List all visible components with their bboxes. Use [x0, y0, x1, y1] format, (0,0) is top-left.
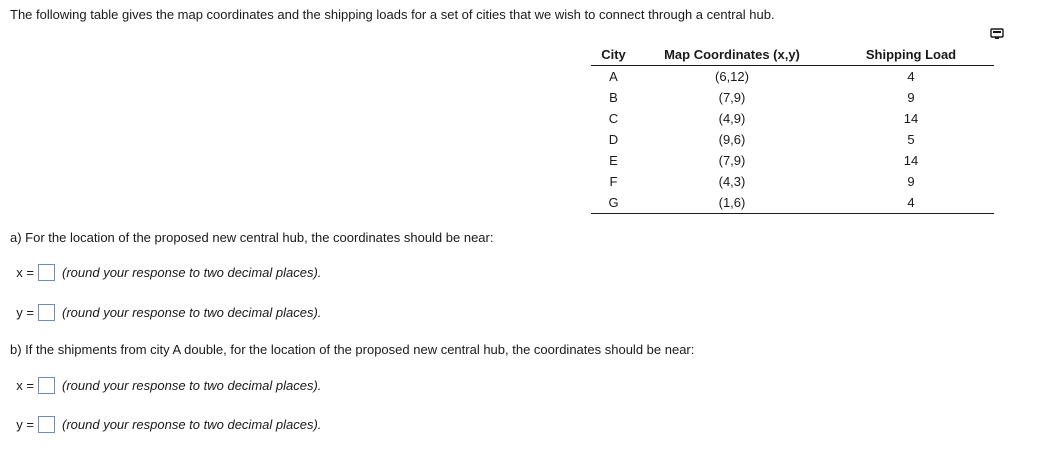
table-row: [591, 150, 994, 171]
part-b-y-label: y =: [16, 416, 34, 432]
part-a-question: a) For the location of the proposed new central hub, the coordinates should be near:: [10, 230, 494, 245]
table-row: [591, 192, 994, 214]
coordinates-cell: (1,6): [636, 192, 828, 214]
copy-icon[interactable]: [990, 28, 1004, 40]
city-cell: D: [608, 132, 619, 147]
part-a-x-hint: (round your response to two decimal places).: [62, 264, 322, 280]
coordinates-cell: (7,9): [718, 90, 746, 105]
table-row: [591, 171, 994, 192]
part-b-x-input[interactable]: [38, 377, 55, 394]
part-b-question: b) If the shipments from city A double, for the location of the proposed new central hub, the coordinates should be near:: [10, 342, 695, 357]
coordinates-cell: (9,6): [718, 132, 746, 147]
part-b-y-input[interactable]: [38, 416, 55, 433]
load-cell: 14: [903, 153, 919, 168]
header-shipping-load: Shipping Load: [828, 44, 994, 66]
part-b-y-hint: (round your response to two decimal places).: [62, 416, 322, 432]
coordinates-cell: (7,9): [718, 153, 746, 168]
part-a-x-label: x =: [16, 264, 34, 280]
part-a-y-label: y =: [16, 304, 34, 320]
coordinates-cell: (4,3): [718, 174, 746, 189]
header-city: City: [591, 44, 636, 66]
table-row: [591, 108, 994, 129]
load-cell: 5: [907, 132, 915, 147]
part-a-y-row: [10, 302, 321, 322]
load-cell: 14: [903, 111, 919, 126]
part-b-x-label: x =: [16, 377, 34, 393]
part-a-x-row: [10, 262, 321, 282]
city-cell: C: [608, 111, 619, 126]
part-a-x-input[interactable]: [38, 264, 55, 281]
city-cell: E: [609, 153, 618, 168]
load-cell: 4: [907, 69, 915, 84]
part-a-y-hint: (round your response to two decimal places).: [62, 304, 322, 320]
part-b-x-hint: (round your response to two decimal places).: [62, 377, 322, 393]
part-a-y-input[interactable]: [38, 304, 55, 321]
problem-intro: The following table gives the map coordinates and the shipping loads for a set of cities that we wish to connect through a central hub.: [10, 7, 775, 22]
part-b-x-row: [10, 375, 321, 395]
part-b-y-row: [10, 414, 321, 434]
city-cell: A: [609, 69, 618, 84]
city-cell: B: [609, 90, 618, 105]
load-cell: 9: [907, 90, 915, 105]
load-cell: 9: [907, 174, 915, 189]
city-cell: G: [591, 192, 636, 214]
header-coordinates: Map Coordinates (x,y): [636, 44, 828, 66]
coordinates-cell: (4,9): [718, 111, 746, 126]
table-row: [591, 129, 994, 150]
data-table: [591, 44, 994, 214]
load-cell: 4: [828, 192, 994, 214]
coordinates-cell: (6,12): [715, 69, 749, 84]
city-cell: F: [609, 174, 618, 189]
table-row: [591, 87, 994, 108]
table-row: [591, 66, 994, 88]
table-header-row: [591, 44, 994, 66]
